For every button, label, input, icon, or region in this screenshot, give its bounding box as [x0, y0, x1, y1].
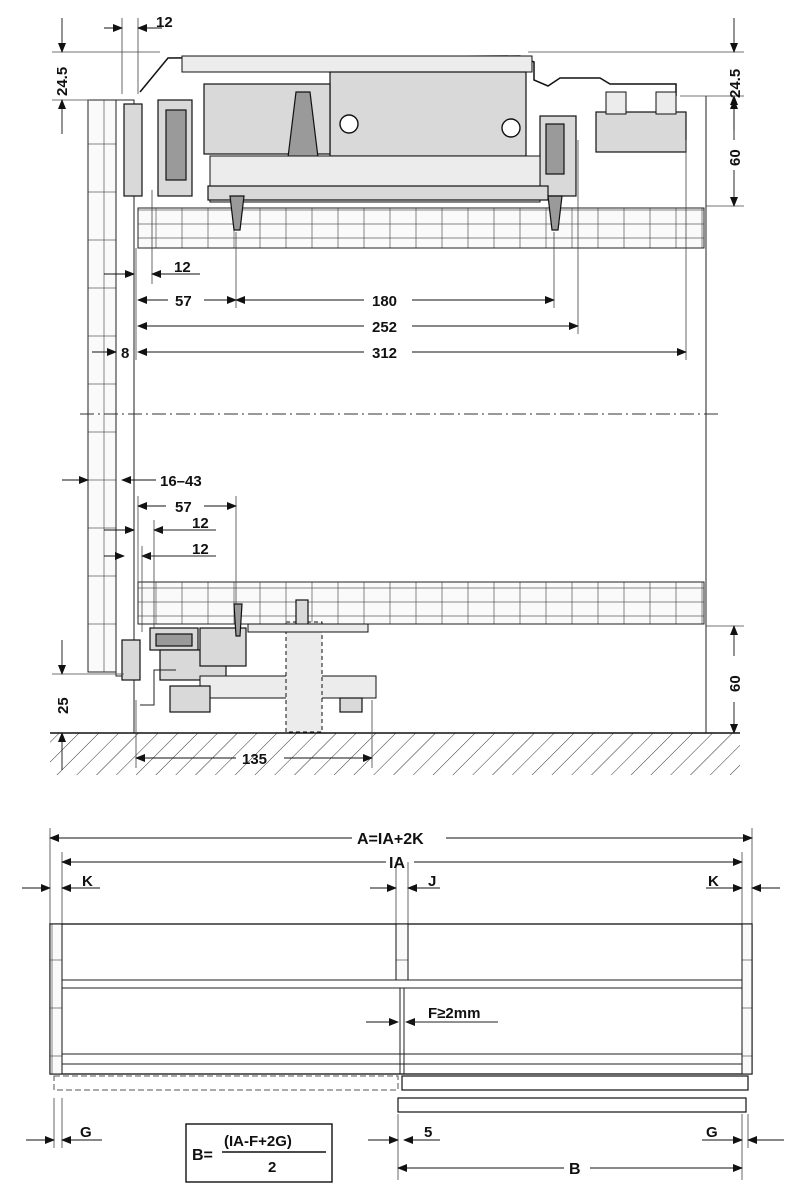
dim-j — [370, 873, 440, 890]
dim-k-right — [706, 873, 780, 890]
cabinet-front — [50, 924, 752, 1074]
dim-label: 8 — [121, 345, 130, 362]
dim-label: K — [82, 873, 93, 890]
dim-label: IA — [389, 855, 405, 872]
dim-label: 16–43 — [160, 473, 202, 490]
formula-prefix: B= — [192, 1147, 213, 1164]
dim-180 — [236, 293, 554, 310]
dim-label: F≥2mm — [428, 1005, 481, 1022]
dim-label: 252 — [372, 319, 398, 336]
formula-box — [186, 1124, 332, 1182]
formula-numerator: (IA-F+2G) — [224, 1133, 292, 1150]
dim-label: 180 — [372, 293, 398, 310]
top-view — [50, 14, 744, 775]
dim-g-right — [702, 1124, 784, 1141]
dim-label: 5 — [424, 1124, 433, 1141]
dim-label: 12 — [156, 14, 173, 31]
dim-label: A=IA+2K — [357, 831, 424, 848]
dim-label: B — [569, 1161, 581, 1178]
floor-hatch — [50, 733, 740, 775]
dim-b — [398, 1161, 742, 1178]
front-view — [22, 828, 784, 1182]
dim-label: 12 — [174, 259, 191, 276]
dim-label: 57 — [175, 499, 192, 516]
sliding-doors — [54, 1076, 748, 1112]
dim-label: 24.5 — [54, 66, 71, 96]
dim-k-left — [22, 873, 100, 890]
dim-label: J — [428, 873, 437, 890]
bottom-door-panel — [138, 582, 704, 624]
dim-label: 60 — [727, 675, 744, 692]
formula-denominator: 2 — [268, 1159, 277, 1176]
dim-60-bottom — [706, 626, 744, 733]
dim-label: K — [708, 873, 719, 890]
top-running-gear — [124, 56, 686, 230]
dim-label: 25 — [55, 697, 72, 714]
dim-label: 60 — [727, 149, 744, 166]
top-door-panel — [138, 208, 704, 248]
dim-label: 12 — [192, 515, 209, 532]
dim-label: 57 — [175, 293, 192, 310]
dim-label: 12 — [192, 541, 209, 558]
dim-label: G — [706, 1124, 718, 1141]
dim-g-left — [26, 1124, 102, 1141]
dim-12-top — [104, 14, 173, 94]
dim-57-top — [136, 232, 554, 360]
dim-5 — [368, 1124, 440, 1141]
dim-60-top — [706, 100, 744, 206]
dim-label: 24.5 — [727, 68, 744, 98]
dim-label: 135 — [242, 751, 268, 768]
dim-label: 312 — [372, 345, 398, 362]
dim-label: G — [80, 1124, 92, 1141]
dim-ia — [62, 855, 742, 872]
dim-a — [50, 831, 752, 848]
